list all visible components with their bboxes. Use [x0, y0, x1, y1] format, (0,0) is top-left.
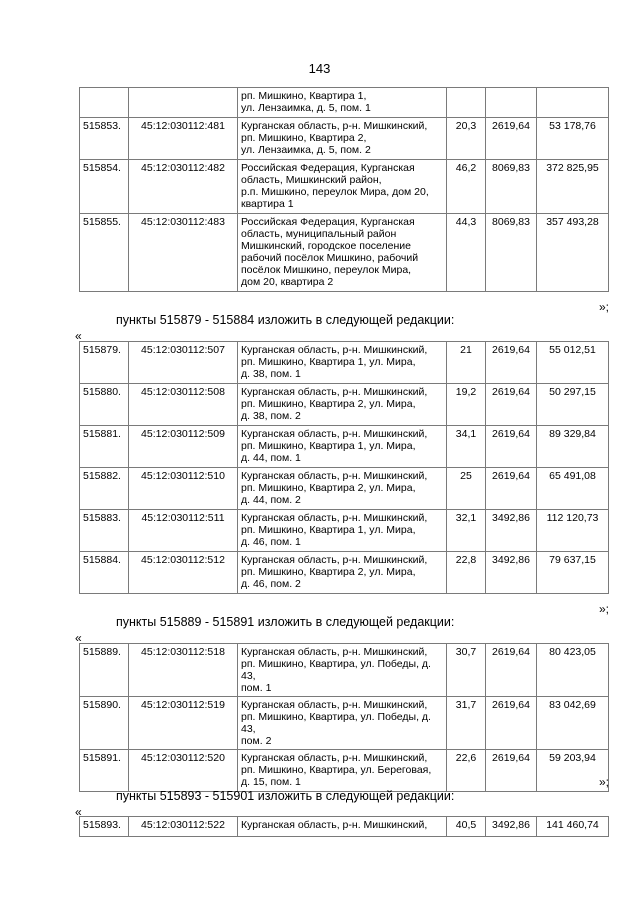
address-line: Курганская область, р-н. Мишкинский, — [241, 428, 428, 440]
address-cell — [238, 88, 447, 118]
address-line: Курганская область, р-н. Мишкинский, — [241, 752, 428, 764]
closing-quote: »; — [598, 300, 609, 314]
table-row — [80, 342, 609, 384]
cadastral-price-cell: 3492,86 — [486, 817, 537, 837]
cadastral-price-cell — [486, 88, 537, 118]
section-heading: пункты 515889 - 515891 изложить в следующей редакции: — [116, 615, 455, 629]
row-number-cell: 515893. — [80, 817, 129, 837]
cadastral-price-cell: 2619,64 — [486, 342, 537, 384]
area-value-cell: 21 — [447, 342, 486, 384]
cadastral-value-cell: 79 637,15 — [537, 552, 609, 594]
address-line: Российская Федерация, Курганская — [241, 216, 415, 228]
address-cell — [238, 426, 447, 468]
cadastral-number-cell: 45:12:030112:483 — [129, 214, 238, 292]
row-number-cell: 515855. — [80, 214, 129, 292]
cadastral-number-cell: 45:12:030112:482 — [129, 160, 238, 214]
address-line: пом. 2 — [241, 735, 272, 747]
address-line: рп. Мишкино, Квартира 1, ул. Мира, — [241, 440, 416, 452]
address-cell — [238, 552, 447, 594]
address-line: область, Мишкинский район, — [241, 174, 382, 186]
address-line: Курганская область, р-н. Мишкинский, — [241, 819, 428, 831]
address-line: д. 38, пом. 2 — [241, 410, 301, 422]
closing-quote: »; — [598, 602, 609, 616]
area-value-cell: 20,3 — [447, 118, 486, 160]
address-cell — [238, 644, 447, 697]
cadastral-number-cell: 45:12:030112:522 — [129, 817, 238, 837]
address-line: рп. Мишкино, Квартира 1, ул. Мира, — [241, 524, 416, 536]
cadastral-value-cell: 357 493,28 — [537, 214, 609, 292]
row-number-cell: 515881. — [80, 426, 129, 468]
area-value-cell: 22,8 — [447, 552, 486, 594]
row-number-cell: 515891. — [80, 750, 129, 792]
cadastral-number-cell: 45:12:030112:507 — [129, 342, 238, 384]
address-line: д. 15, пом. 1 — [241, 776, 301, 788]
table-row — [80, 817, 609, 837]
row-number-cell: 515884. — [80, 552, 129, 594]
address-cell — [238, 384, 447, 426]
cadastral-price-cell: 2619,64 — [486, 118, 537, 160]
table-row — [80, 214, 609, 292]
opening-quote: « — [75, 805, 82, 819]
address-line: рп. Мишкино, Квартира 2, ул. Мира, — [241, 482, 416, 494]
address-line: д. 46, пом. 2 — [241, 578, 301, 590]
address-cell — [238, 817, 447, 837]
cadastral-price-cell: 2619,64 — [486, 468, 537, 510]
address-line: рабочий посёлок Мишкино, рабочий — [241, 252, 419, 264]
address-line: дом 20, квартира 2 — [241, 276, 334, 288]
cadastral-price-cell: 2619,64 — [486, 426, 537, 468]
address-line: область, муниципальный район — [241, 228, 397, 240]
cadastral-price-cell: 2619,64 — [486, 697, 537, 750]
table-row — [80, 160, 609, 214]
address-line: рп. Мишкино, Квартира 1, — [241, 90, 367, 102]
cadastral-number-cell: 45:12:030112:511 — [129, 510, 238, 552]
cadastral-value-cell: 50 297,15 — [537, 384, 609, 426]
area-value-cell: 44,3 — [447, 214, 486, 292]
page-number: 143 — [308, 61, 331, 76]
row-number-cell: 515890. — [80, 697, 129, 750]
address-cell — [238, 160, 447, 214]
address-line: Курганская область, р-н. Мишкинский, — [241, 470, 428, 482]
table-row — [80, 552, 609, 594]
row-number-cell — [80, 88, 129, 118]
cadastral-number-cell: 45:12:030112:520 — [129, 750, 238, 792]
table-row — [80, 468, 609, 510]
closing-quote: »; — [598, 775, 609, 789]
area-value-cell: 25 — [447, 468, 486, 510]
address-cell — [238, 510, 447, 552]
address-line: рп. Мишкино, Квартира 2, ул. Мира, — [241, 398, 416, 410]
cadastral-number-cell: 45:12:030112:510 — [129, 468, 238, 510]
table-row — [80, 384, 609, 426]
address-line: Курганская область, р-н. Мишкинский, — [241, 344, 428, 356]
cadastral-value-cell: 89 329,84 — [537, 426, 609, 468]
row-number-cell: 515883. — [80, 510, 129, 552]
area-value-cell: 40,5 — [447, 817, 486, 837]
section-heading: пункты 515879 - 515884 изложить в следующей редакции: — [116, 313, 455, 327]
cadastral-number-cell: 45:12:030112:508 — [129, 384, 238, 426]
area-value-cell: 30,7 — [447, 644, 486, 697]
address-line: рп. Мишкино, Квартира, ул. Победы, д. 43, — [241, 711, 431, 735]
area-value-cell: 31,7 — [447, 697, 486, 750]
cadastral-price-cell: 3492,86 — [486, 510, 537, 552]
address-line: Курганская область, р-н. Мишкинский, — [241, 512, 428, 524]
registry-table — [79, 643, 609, 792]
address-line: рп. Мишкино, Квартира 2, — [241, 132, 367, 144]
address-line: ул. Лензаимка, д. 5, пом. 1 — [241, 102, 371, 114]
cadastral-price-cell: 8069,83 — [486, 160, 537, 214]
address-line: д. 44, пом. 2 — [241, 494, 301, 506]
registry-table-block-4 — [79, 816, 609, 837]
row-number-cell: 515853. — [80, 118, 129, 160]
area-value-cell: 46,2 — [447, 160, 486, 214]
row-number-cell: 515879. — [80, 342, 129, 384]
address-line: д. 46, пом. 1 — [241, 536, 301, 548]
address-line: Курганская область, р-н. Мишкинский, — [241, 554, 428, 566]
cadastral-value-cell: 53 178,76 — [537, 118, 609, 160]
area-value-cell: 22,6 — [447, 750, 486, 792]
address-line: д. 44, пом. 1 — [241, 452, 301, 464]
address-line: Курганская область, р-н. Мишкинский, — [241, 386, 428, 398]
address-line: посёлок Мишкино, переулок Мира, — [241, 264, 412, 276]
cadastral-number-cell: 45:12:030112:509 — [129, 426, 238, 468]
area-value-cell: 19,2 — [447, 384, 486, 426]
table-row — [80, 697, 609, 750]
cadastral-number-cell: 45:12:030112:481 — [129, 118, 238, 160]
area-value-cell: 34,1 — [447, 426, 486, 468]
cadastral-value-cell: 372 825,95 — [537, 160, 609, 214]
cadastral-value-cell: 83 042,69 — [537, 697, 609, 750]
cadastral-value-cell: 141 460,74 — [537, 817, 609, 837]
registry-table-block-2 — [79, 341, 609, 594]
cadastral-price-cell: 2619,64 — [486, 644, 537, 697]
opening-quote: « — [75, 631, 82, 645]
address-line: Курганская область, р-н. Мишкинский, — [241, 646, 428, 658]
address-line: рп. Мишкино, Квартира, ул. Береговая, — [241, 764, 432, 776]
address-cell — [238, 342, 447, 384]
registry-table-block-3 — [79, 643, 609, 792]
row-number-cell: 515882. — [80, 468, 129, 510]
address-line: р.п. Мишкино, переулок Мира, дом 20, — [241, 186, 429, 198]
registry-table — [79, 816, 609, 837]
row-number-cell: 515880. — [80, 384, 129, 426]
cadastral-number-cell: 45:12:030112:518 — [129, 644, 238, 697]
address-line: Мишкинский, городское поселение — [241, 240, 412, 252]
address-cell — [238, 214, 447, 292]
opening-quote: « — [75, 329, 82, 343]
cadastral-number-cell: 45:12:030112:512 — [129, 552, 238, 594]
address-line: Курганская область, р-н. Мишкинский, — [241, 120, 428, 132]
cadastral-price-cell: 3492,86 — [486, 552, 537, 594]
registry-table — [79, 87, 609, 292]
row-number-cell: 515854. — [80, 160, 129, 214]
address-cell — [238, 118, 447, 160]
cadastral-value-cell: 112 120,73 — [537, 510, 609, 552]
cadastral-value-cell: 80 423,05 — [537, 644, 609, 697]
cadastral-value-cell — [537, 88, 609, 118]
address-line: пом. 1 — [241, 682, 272, 694]
address-line: ул. Лензаимка, д. 5, пом. 2 — [241, 144, 371, 156]
table-row — [80, 118, 609, 160]
table-row — [80, 426, 609, 468]
address-cell — [238, 697, 447, 750]
cadastral-value-cell: 65 491,08 — [537, 468, 609, 510]
row-number-cell: 515889. — [80, 644, 129, 697]
table-row — [80, 644, 609, 697]
address-line: рп. Мишкино, Квартира 2, ул. Мира, — [241, 566, 416, 578]
cadastral-value-cell: 55 012,51 — [537, 342, 609, 384]
address-line: Российская Федерация, Курганская — [241, 162, 415, 174]
table-row — [80, 750, 609, 792]
address-line: рп. Мишкино, Квартира 1, ул. Мира, — [241, 356, 416, 368]
table-row — [80, 88, 609, 118]
address-line: рп. Мишкино, Квартира, ул. Победы, д. 43, — [241, 658, 431, 682]
address-line: Курганская область, р-н. Мишкинский, — [241, 699, 428, 711]
area-value-cell — [447, 88, 486, 118]
address-line: д. 38, пом. 1 — [241, 368, 301, 380]
cadastral-number-cell: 45:12:030112:519 — [129, 697, 238, 750]
table-row — [80, 510, 609, 552]
registry-table-block-1 — [79, 87, 609, 292]
address-cell — [238, 750, 447, 792]
address-line: квартира 1 — [241, 198, 294, 210]
area-value-cell: 32,1 — [447, 510, 486, 552]
cadastral-number-cell — [129, 88, 238, 118]
cadastral-value-cell: 59 203,94 — [537, 750, 609, 792]
section-heading: пункты 515893 - 515901 изложить в следующей редакции: — [116, 789, 455, 803]
address-cell — [238, 468, 447, 510]
cadastral-price-cell: 8069,83 — [486, 214, 537, 292]
cadastral-price-cell: 2619,64 — [486, 384, 537, 426]
registry-table — [79, 341, 609, 594]
cadastral-price-cell: 2619,64 — [486, 750, 537, 792]
